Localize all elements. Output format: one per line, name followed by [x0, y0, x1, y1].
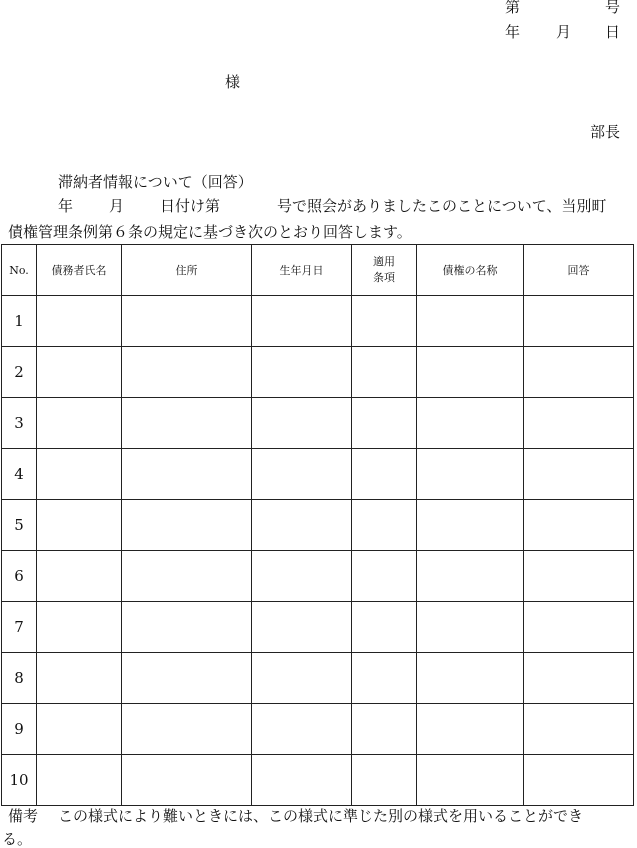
- cell-birth-date[interactable]: [252, 500, 352, 551]
- sender-title: 部長: [590, 123, 621, 141]
- cell-address[interactable]: [122, 398, 252, 449]
- body-month: 月: [109, 197, 125, 215]
- cell-claim-name[interactable]: [417, 602, 524, 653]
- cell-birth-date[interactable]: [252, 704, 352, 755]
- row-number: 5: [2, 500, 37, 551]
- header-article-line2: 条項: [373, 271, 395, 284]
- date-month: 月: [556, 23, 572, 41]
- table-row: [2, 653, 634, 704]
- cell-debtor-name[interactable]: [37, 347, 122, 398]
- cell-address[interactable]: [122, 347, 252, 398]
- remarks-text: この様式により難いときには、この様式に準じた別の様式を用いることができ: [58, 807, 584, 825]
- cell-address[interactable]: [122, 500, 252, 551]
- header-applicable-article: [352, 245, 417, 296]
- cell-claim-name[interactable]: [417, 500, 524, 551]
- cell-birth-date[interactable]: [252, 347, 352, 398]
- cell-debtor-name[interactable]: [37, 500, 122, 551]
- date-year: 年: [505, 23, 521, 41]
- header-claim-name: 債権の名称: [417, 245, 524, 296]
- cell-address[interactable]: [122, 449, 252, 500]
- cell-answer[interactable]: [524, 398, 634, 449]
- cell-article[interactable]: [352, 704, 417, 755]
- cell-birth-date[interactable]: [252, 755, 352, 806]
- cell-address[interactable]: [122, 653, 252, 704]
- cell-article[interactable]: [352, 398, 417, 449]
- body-line1-rest: 号で照会がありましたこのことについて、当別町: [277, 197, 607, 215]
- debtor-table: [1, 244, 634, 806]
- cell-answer[interactable]: [524, 347, 634, 398]
- cell-birth-date[interactable]: [252, 449, 352, 500]
- remarks-continuation: る。: [2, 830, 33, 848]
- table-row: [2, 347, 634, 398]
- cell-debtor-name[interactable]: [37, 602, 122, 653]
- row-number: 8: [2, 653, 37, 704]
- header-no: No.: [2, 245, 37, 296]
- cell-birth-date[interactable]: [252, 602, 352, 653]
- row-number: 10: [2, 755, 37, 806]
- cell-debtor-name[interactable]: [37, 449, 122, 500]
- cell-article[interactable]: [352, 449, 417, 500]
- cell-article[interactable]: [352, 296, 417, 347]
- row-number: 3: [2, 398, 37, 449]
- cell-article[interactable]: [352, 347, 417, 398]
- header-answer: 回答: [524, 245, 634, 296]
- cell-address[interactable]: [122, 755, 252, 806]
- cell-debtor-name[interactable]: [37, 704, 122, 755]
- cell-birth-date[interactable]: [252, 653, 352, 704]
- table-row: [2, 755, 634, 806]
- cell-answer[interactable]: [524, 449, 634, 500]
- cell-answer[interactable]: [524, 500, 634, 551]
- cell-birth-date[interactable]: [252, 296, 352, 347]
- row-number: 6: [2, 551, 37, 602]
- cell-answer[interactable]: [524, 653, 634, 704]
- cell-birth-date[interactable]: [252, 398, 352, 449]
- cell-address[interactable]: [122, 296, 252, 347]
- cell-claim-name[interactable]: [417, 449, 524, 500]
- table-header-row: [2, 245, 634, 296]
- header-article-line1: 適用: [373, 254, 395, 268]
- body-date: 日付け第: [160, 197, 221, 215]
- cell-answer[interactable]: [524, 551, 634, 602]
- row-number: 1: [2, 296, 37, 347]
- body-year: 年: [58, 197, 74, 215]
- table-row: [2, 398, 634, 449]
- cell-answer[interactable]: [524, 602, 634, 653]
- header-debtor-name: 債務者氏名: [37, 245, 122, 296]
- cell-address[interactable]: [122, 602, 252, 653]
- cell-claim-name[interactable]: [417, 653, 524, 704]
- cell-claim-name[interactable]: [417, 755, 524, 806]
- cell-debtor-name[interactable]: [37, 296, 122, 347]
- row-number: 2: [2, 347, 37, 398]
- table-row: [2, 296, 634, 347]
- table-row: [2, 551, 634, 602]
- cell-debtor-name[interactable]: [37, 755, 122, 806]
- cell-claim-name[interactable]: [417, 347, 524, 398]
- header-birth-date: 生年月日: [252, 245, 352, 296]
- cell-address[interactable]: [122, 551, 252, 602]
- cell-claim-name[interactable]: [417, 296, 524, 347]
- cell-article[interactable]: [352, 500, 417, 551]
- cell-debtor-name[interactable]: [37, 398, 122, 449]
- cell-answer[interactable]: [524, 704, 634, 755]
- cell-claim-name[interactable]: [417, 551, 524, 602]
- doc-number-suffix: 号: [605, 0, 621, 16]
- table-row: [2, 704, 634, 755]
- cell-article[interactable]: [352, 551, 417, 602]
- cell-answer[interactable]: [524, 755, 634, 806]
- cell-article[interactable]: [352, 602, 417, 653]
- remarks-label: 備考: [8, 807, 39, 825]
- cell-address[interactable]: [122, 704, 252, 755]
- cell-claim-name[interactable]: [417, 398, 524, 449]
- date-day: 日: [605, 23, 621, 41]
- cell-article[interactable]: [352, 755, 417, 806]
- table-row: [2, 449, 634, 500]
- body-line2: 債権管理条例第６条の規定に基づき次のとおり回答します。: [8, 223, 412, 241]
- table-row: [2, 500, 634, 551]
- subject-line: 滞納者情報について（回答）: [58, 173, 253, 191]
- cell-debtor-name[interactable]: [37, 551, 122, 602]
- table-row: [2, 602, 634, 653]
- row-number: 4: [2, 449, 37, 500]
- cell-claim-name[interactable]: [417, 704, 524, 755]
- cell-birth-date[interactable]: [252, 551, 352, 602]
- header-address: 住所: [122, 245, 252, 296]
- cell-answer[interactable]: [524, 296, 634, 347]
- cell-debtor-name[interactable]: [37, 653, 122, 704]
- row-number: 9: [2, 704, 37, 755]
- cell-article[interactable]: [352, 653, 417, 704]
- doc-number-prefix: 第: [505, 0, 521, 16]
- row-number: 7: [2, 602, 37, 653]
- addressee-honorific: 様: [225, 73, 241, 91]
